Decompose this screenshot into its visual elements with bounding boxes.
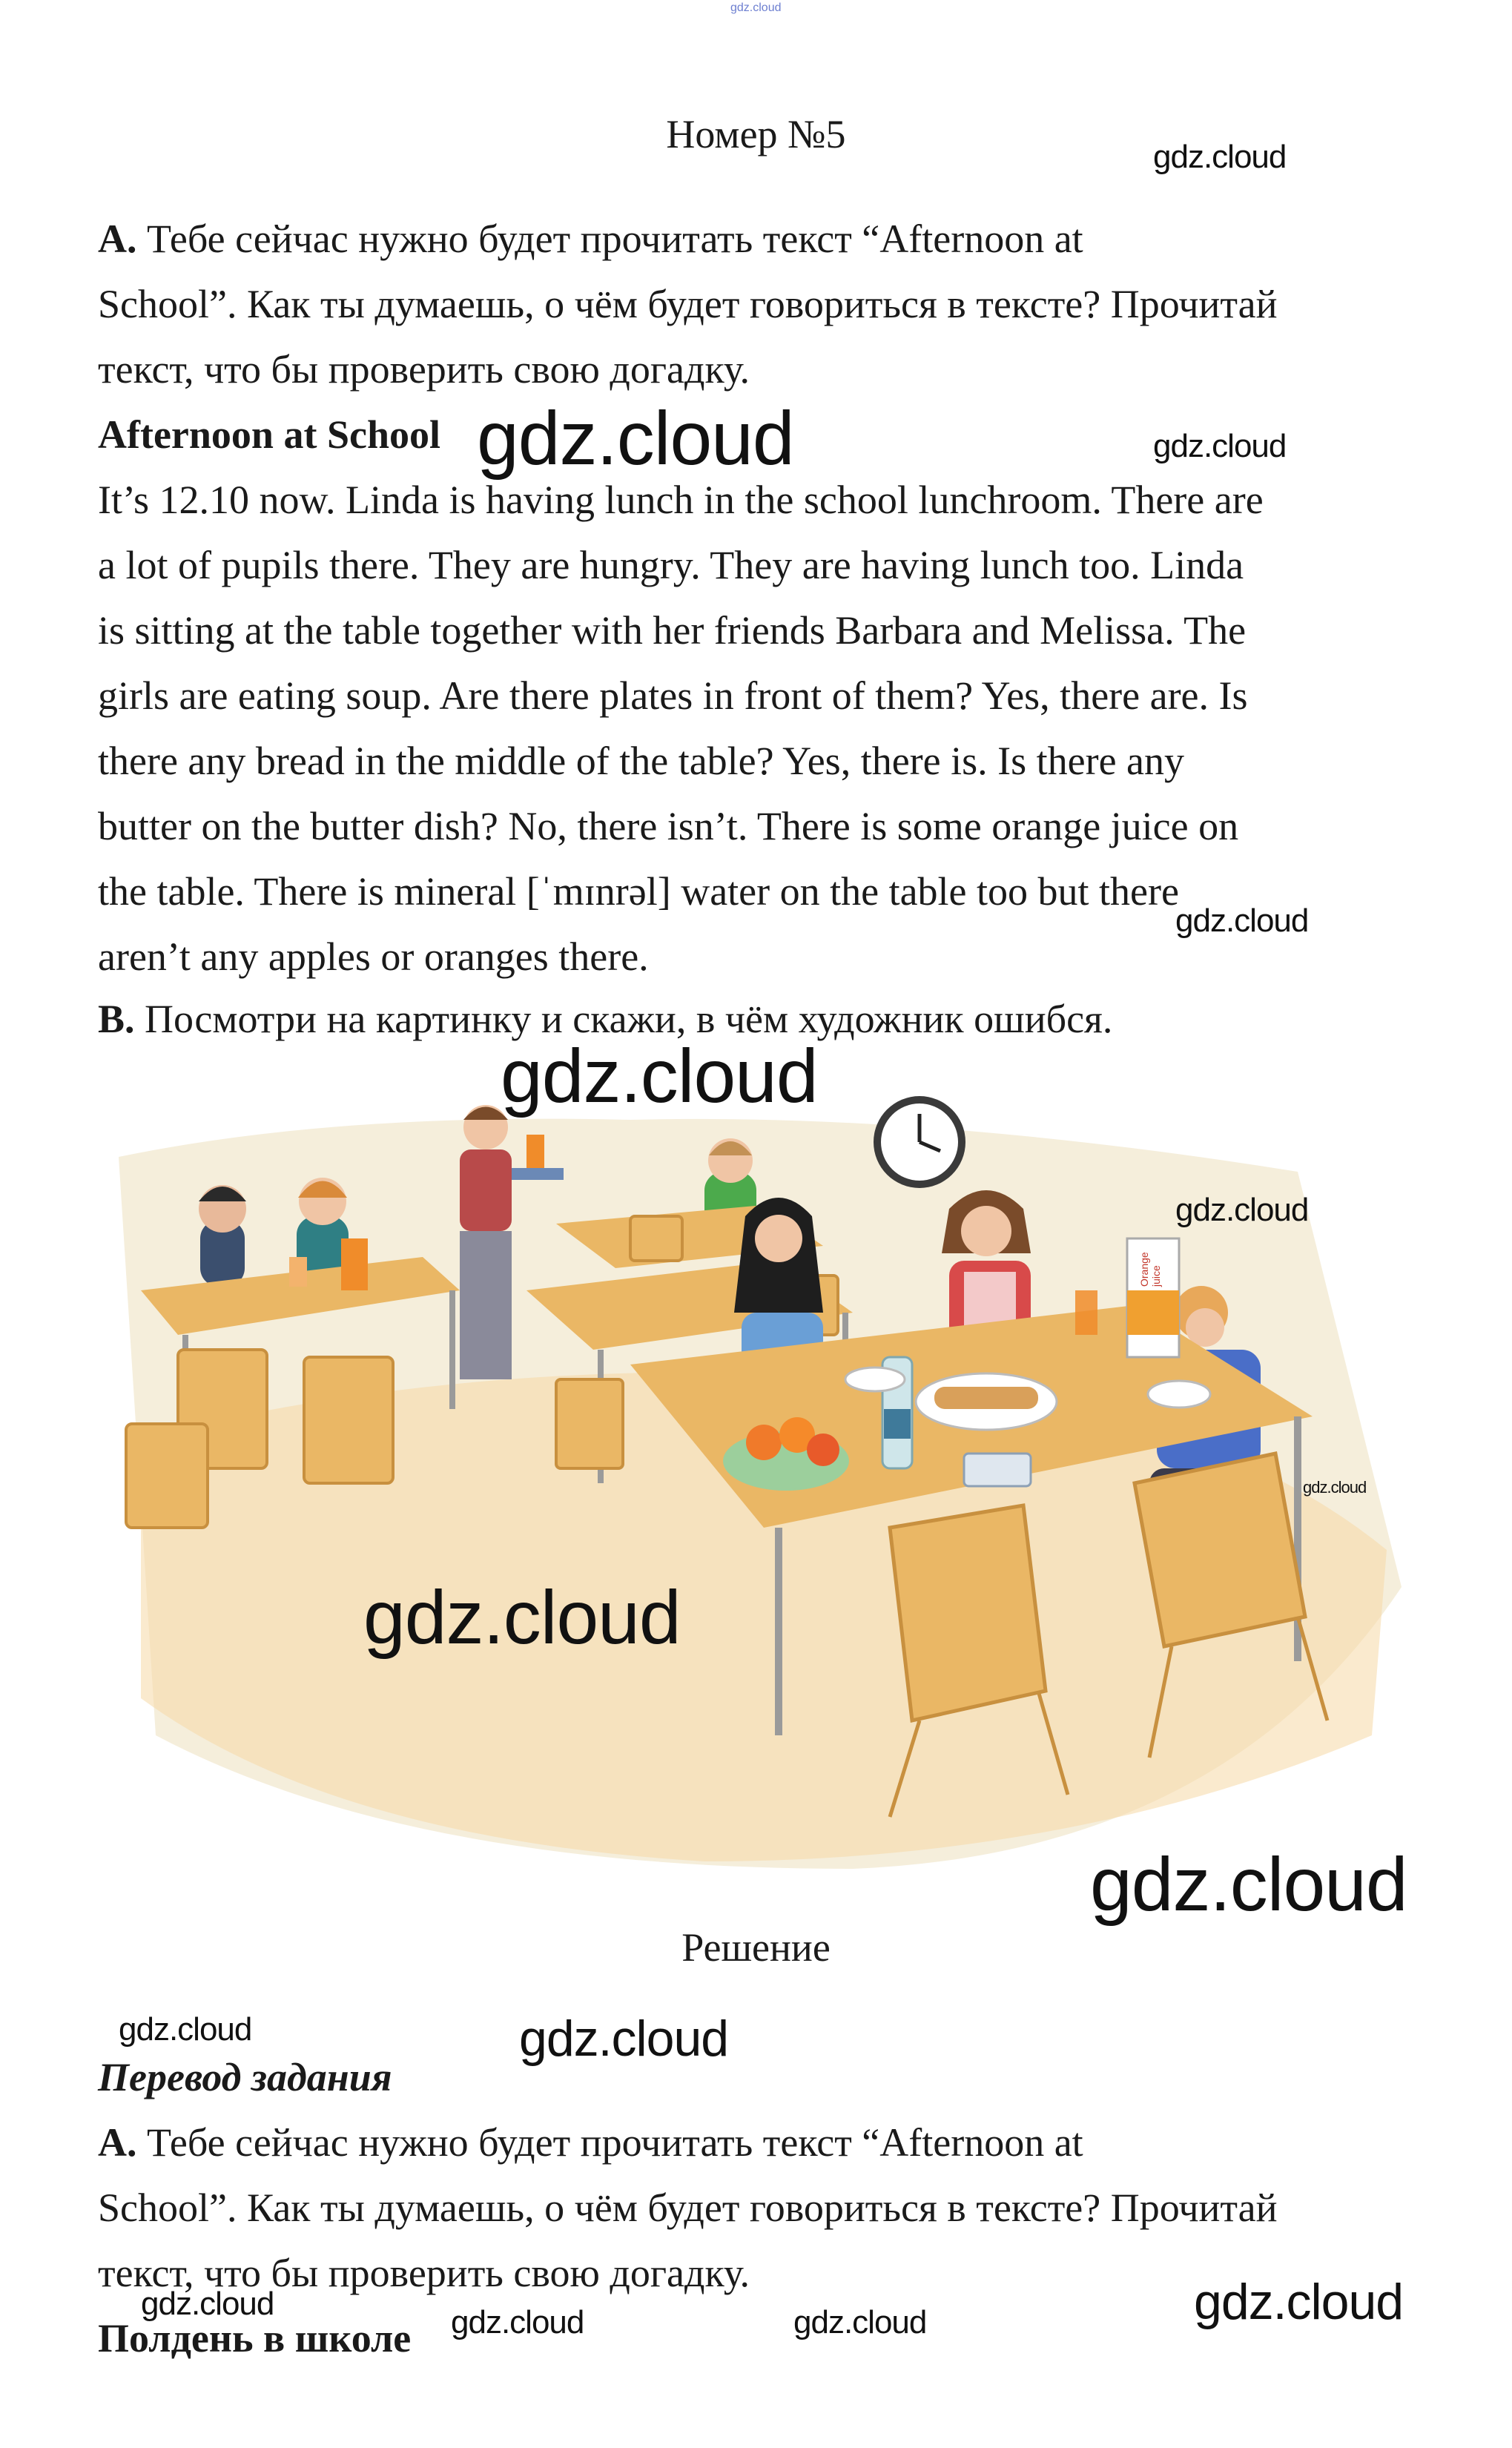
text-line: butter on the butter dish? No, there isn’t. There is some orange juice on — [98, 804, 1239, 848]
task-b-label: B. — [98, 997, 135, 1041]
page-title: Номер №5 — [666, 112, 846, 156]
task-a-repeat-line1: Тебе сейчас нужно будет прочитать текст “Afternoon at — [147, 2120, 1083, 2165]
watermark: gdz.cloud — [1194, 2274, 1404, 2330]
task-a-repeat-line3: текст, что бы проверить свою догадку. — [98, 2251, 750, 2295]
carton-label: Orange juice — [1138, 1252, 1162, 1287]
task-a-repeat-label: A. — [98, 2120, 137, 2165]
task-a-label: A. — [98, 217, 137, 261]
wall-clock — [874, 1096, 965, 1188]
watermark: gdz.cloud — [1175, 903, 1309, 939]
task-a-line3: текст, что бы проверить свою догадку. — [98, 347, 750, 392]
text-line: there any bread in the middle of the table? Yes, there is. Is there any — [98, 739, 1185, 783]
watermark: gdz.cloud — [1303, 1478, 1367, 1497]
translation-heading: Перевод задания — [98, 2055, 392, 2099]
lunchroom-picture — [111, 1068, 1409, 1876]
watermark: gdz.cloud — [451, 2304, 584, 2340]
watermark: gdz.cloud — [793, 2304, 927, 2340]
watermark: gdz.cloud — [1153, 428, 1287, 464]
task-a-line1: Тебе сейчас нужно будет прочитать текст “Afternoon at — [147, 217, 1083, 261]
watermark: gdz.cloud — [477, 396, 794, 481]
watermark: gdz.cloud — [519, 2010, 729, 2067]
task-a-repeat-line2: School”. Как ты думаешь, о чём будет говориться в тексте? Прочитай — [98, 2185, 1278, 2230]
text-line: It’s 12.10 now. Linda is having lunch in the school lunchroom. There are — [98, 478, 1264, 522]
text-line: girls are eating soup. Are there plates in front of them? Yes, there are. Is — [98, 673, 1248, 718]
text-line: is sitting at the table together with her friends Barbara and Melissa. The — [98, 608, 1247, 653]
task-b-text: Посмотри на картинку и скажи, в чём художник ошибся. — [145, 997, 1113, 1041]
watermark: gdz.cloud — [119, 2011, 252, 2048]
top-watermark: gdz.cloud — [730, 1, 782, 14]
lunchroom-illustration — [111, 1068, 1409, 1876]
text-title: Afternoon at School — [98, 412, 440, 457]
task-a — [98, 206, 1433, 402]
solution-title: Решение — [681, 1925, 831, 1970]
task-a-line2: School”. Как ты думаешь, о чём будет говориться в тексте? Прочитай — [98, 282, 1278, 326]
watermark: gdz.cloud — [363, 1575, 681, 1660]
text-line: aren’t any apples or oranges there. — [98, 934, 649, 979]
watermark: gdz.cloud — [1090, 1842, 1407, 1927]
translation-title: Полдень в школе — [98, 2316, 412, 2360]
text-line: the table. There is mineral [ˈmɪnrəl] water on the table too but there — [98, 869, 1179, 914]
watermark: gdz.cloud — [501, 1034, 818, 1118]
text-line: a lot of pupils there. They are hungry. They are having lunch too. Linda — [98, 543, 1244, 587]
watermark: gdz.cloud — [1175, 1192, 1309, 1228]
watermark: gdz.cloud — [141, 2286, 274, 2322]
watermark: gdz.cloud — [1153, 139, 1287, 175]
